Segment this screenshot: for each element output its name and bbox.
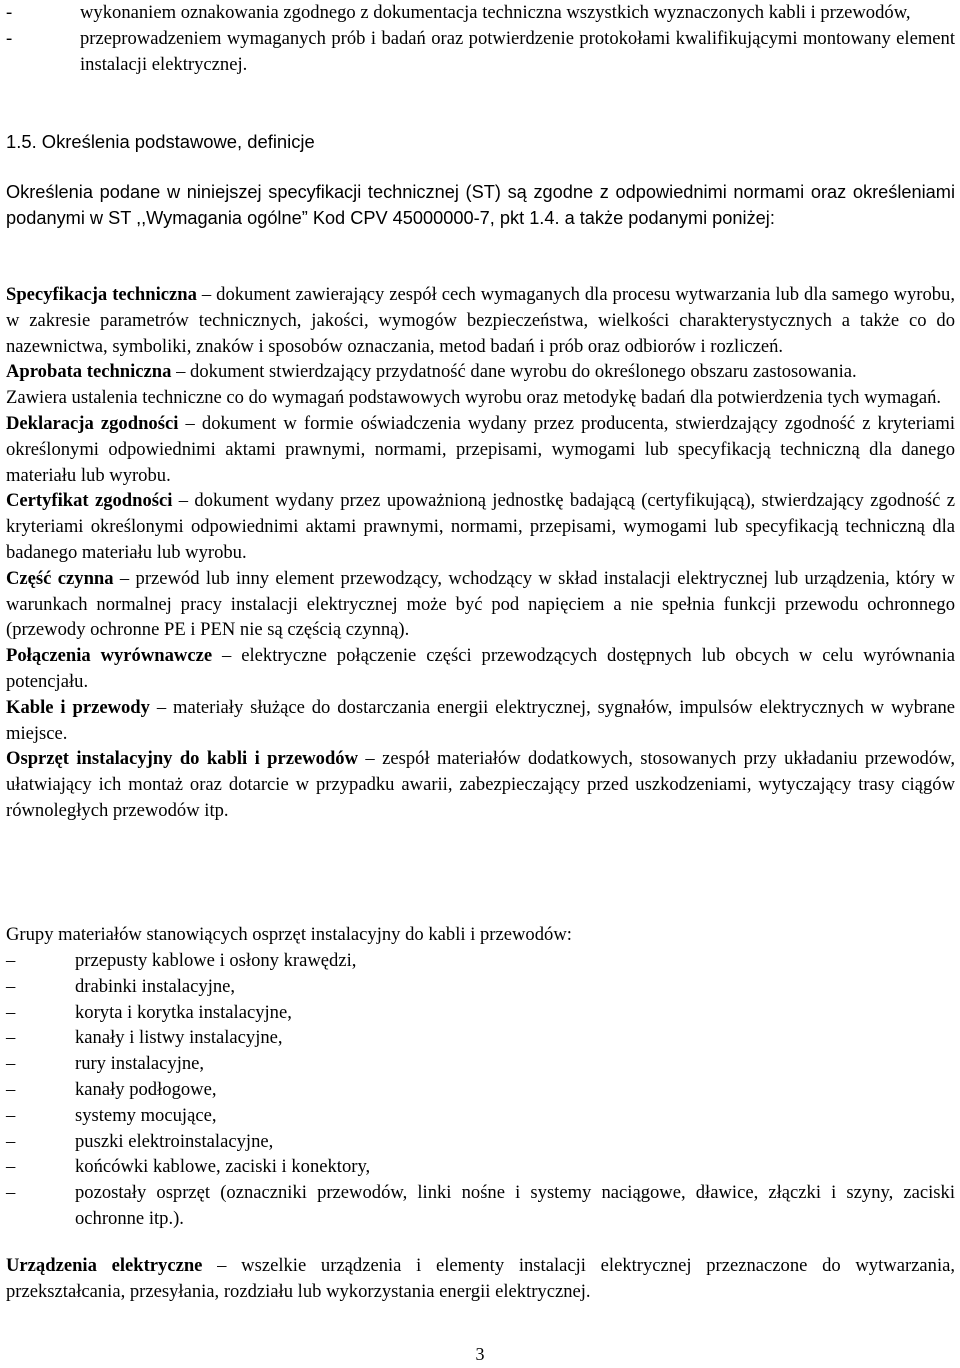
list-item-text: pozostały osprzęt (oznaczniki przewodów, linki nośne i systemy naciągowe, dławice, złączki i szyny, zaciski ochronne itp.). [75,1182,955,1229]
definition [6,411,955,488]
list-dash: – [6,1130,16,1152]
list-item-text: kanały i listwy instalacyjne, [75,1027,283,1049]
definition-text: – wszelkie urządzenia i elementy instalacji elektrycznej przeznaczone do wytwarzania, przekształcania, przesyłania, rozdziału lub wykorzystania energii elektrycznej. [6,1255,956,1302]
list-item [6,0,955,26]
list-dash: – [6,950,16,971]
list-item [6,26,955,78]
definition-term: Deklaracja zgodności [6,412,179,434]
list-item [6,948,955,974]
definitions [6,282,955,824]
definition-text: – dokument w formie oświadczenia wydany przez producenta, stwierdzający zgodność z kryteriami określonymi odpowiednimi aktami prawnymi, normami, przepisami, wymogami lub specyfikacją techniczną dla danego materiału lub wyrobu. [6,412,955,486]
list-item [6,1180,955,1232]
list-dash: - [6,2,13,23]
definition-text: Zawiera ustalenia techniczne co do wymagań podstawowych wyrobu oraz metodykę badań dla potwierdzenia tych wymagań. [6,387,942,409]
definition-text: – elektryczne połączenie części przewodzących dostępnych lub obcych w celu wyrównania potencjału. [6,645,956,692]
list-item [6,1051,955,1077]
definition [6,643,955,695]
definition-text: – dokument wydany przez upoważnioną jednostkę badającą (certyfikującą), stwierdzający zgodność z kryteriami określonymi odpowiednimi aktami prawnymi, normami, przepisami, wymogami lub specyfikacją techniczną dla badanego materiału lub wyrobu. [6,490,955,563]
list-item [6,1103,955,1129]
definition-term: Aprobata techniczna [6,361,172,383]
definition-text: – dokument stwierdzający przydatność dane wyrobu do określonego obszaru zastosowania. [171,361,857,383]
definition-term: Połączenia wyrównawcze [6,645,213,667]
list-dash: – [6,1182,16,1204]
list-item-text: rury instalacyjne, [75,1053,205,1075]
list-item-text: kanały podłogowe, [75,1078,217,1100]
groups-list [6,948,955,1232]
list-item [6,1154,955,1180]
definition [6,746,955,823]
list-dash: – [6,1001,16,1023]
definition-term: Certyfikat zgodności [6,490,173,512]
list-item-text: końcówki kablowe, zaciski i konektory, [75,1156,371,1178]
list-item-text: wykonaniem oznakowania zgodnego z dokumentacja techniczna wszystkich wyznaczonych kabli i przewodów, [80,2,911,23]
list-item-text: przeprowadzeniem wymaganych prób i badań oraz potwierdzenie protokołami kwalifikującymi montowany element instalacji elektrycznej. [80,27,955,75]
list-item-text: drabinki instalacyjne, [75,975,236,997]
definition-text: – zespół materiałów dodatkowych, stosowanych przy układaniu przewodów, ułatwiający ich montaż oraz dotarcie w przypadku awarii, zabezpieczający przed uszkodzeniami, wytyczający trasy ciągów równoległych przewodów itp. [6,748,956,821]
page-number: 3 [475,1344,485,1364]
list-item [6,1129,955,1155]
definition-term: Urządzenia elektryczne [6,1255,203,1276]
list-item [6,974,955,1000]
groups-intro: Grupy materiałów stanowiących osprzęt instalacyjny do kabli i przewodów: [6,924,572,945]
list-dash: – [6,1156,16,1178]
list-dash: – [6,1027,16,1049]
definition [6,695,955,747]
list-dash: – [6,1078,16,1100]
list-dash: – [6,1104,16,1126]
section-heading: 1.5. Określenia podstawowe, definicje [6,131,315,152]
top-list [6,0,955,77]
list-dash: – [6,975,16,997]
list-dash: – [6,1053,16,1075]
definition [6,488,955,565]
definition [6,282,955,359]
definition [6,566,955,643]
list-item-text: systemy mocujące, [75,1104,217,1126]
definition [6,359,955,385]
definition-term: Specyfikacja techniczna [6,284,197,305]
list-item-text: koryta i korytka instalacyjne, [75,1001,292,1023]
list-item [6,1077,955,1103]
definition-term: Część czynna [6,567,114,589]
definition-text: – materiały służące do dostarczania energii elektrycznej, sygnałów, impulsów elektrycznych w wybrane miejsce. [6,696,955,744]
definition-text: – przewód lub inny element przewodzący, wchodzący w skład instalacji elektrycznej lub urządzenia, który w warunkach normalnej pracy instalacji elektrycznej może być pod napięciem a nie spełnia funkcji przewodu ochronnego (przewody ochronne PE i PEN nie są częścią czynną). [6,567,955,641]
final-definition [6,1253,955,1305]
list-item [6,1025,955,1051]
definition-text: – dokument zawierający zespół cech wymaganych dla procesu wytwarzania lub dla samego wyrobu, w zakresie parametrów technicznych, jakości, wymogów bezpieczeństwa, wielkości charakterystycznych a także co do nazewnictwa, symboliki, znaków i sposobów oznaczania, metod badań i prób oraz odbiorów i rozliczeń. [6,284,955,357]
definition-term: Osprzęt instalacyjny do kabli i przewodów [6,748,359,770]
intro-paragraph: Określenia podane w niniejszej specyfikacji technicznej (ST) są zgodne z odpowiednimi normami oraz określeniami podanymi w ST ,,Wymagania ogólne” Kod CPV 45000000-7, pkt 1.4. a także podanymi poniżej: [6,182,955,228]
list-item-text: puszki elektroinstalacyjne, [75,1130,274,1152]
definition [6,385,955,411]
list-item [6,1000,955,1026]
list-dash: - [6,27,13,49]
list-item-text: przepusty kablowe i osłony krawędzi, [75,950,357,971]
definition-term: Kable i przewody [6,696,150,718]
